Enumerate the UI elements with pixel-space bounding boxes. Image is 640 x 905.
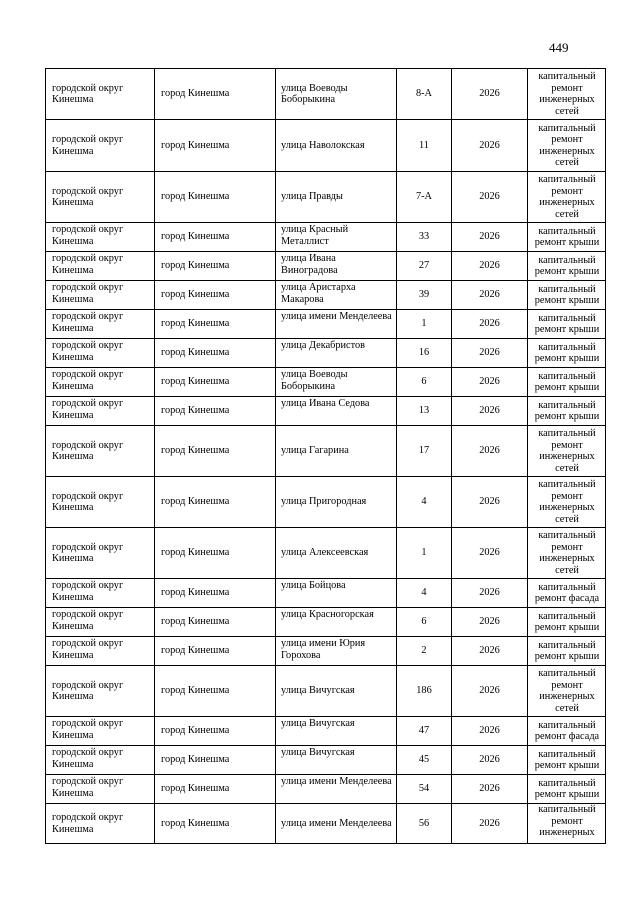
- cell-street: улица имени Менделеева: [276, 804, 397, 844]
- cell-year: 2026: [452, 804, 528, 844]
- cell-house: 27: [397, 252, 452, 281]
- cell-work: капитальный ремонт крыши: [528, 223, 606, 252]
- cell-okrug: городской округ Кинешма: [46, 223, 155, 252]
- table-row: [46, 579, 606, 608]
- table-row: [46, 69, 606, 120]
- cell-city: город Кинешма: [155, 172, 276, 223]
- cell-house: 56: [397, 804, 452, 844]
- cell-house: 4: [397, 579, 452, 608]
- cell-street: улица Ивана Виноградова: [276, 252, 397, 281]
- cell-okrug: городской округ Кинешма: [46, 120, 155, 172]
- cell-year: 2026: [452, 69, 528, 120]
- cell-year: 2026: [452, 223, 528, 252]
- cell-year: 2026: [452, 717, 528, 746]
- cell-city: город Кинешма: [155, 717, 276, 746]
- cell-okrug: городской округ Кинешма: [46, 746, 155, 775]
- cell-street: улица Воеводы Боборыкина: [276, 368, 397, 397]
- cell-okrug: городской округ Кинешма: [46, 252, 155, 281]
- cell-okrug: городской округ Кинешма: [46, 775, 155, 804]
- cell-work: капитальный ремонт инженерных сетей: [528, 477, 606, 528]
- cell-okrug: городской округ Кинешма: [46, 281, 155, 310]
- cell-street: улица Красный Металлист: [276, 223, 397, 252]
- cell-work: капитальный ремонт инженерных сетей: [528, 426, 606, 477]
- table-row: [46, 477, 606, 528]
- cell-street: улица Пригородная: [276, 477, 397, 528]
- cell-okrug: городской округ Кинешма: [46, 426, 155, 477]
- cell-work: капитальный ремонт крыши: [528, 368, 606, 397]
- cell-street: улица Бойцова: [276, 579, 397, 608]
- cell-house: 16: [397, 339, 452, 368]
- table-row: [46, 804, 606, 844]
- cell-street: улица Аристарха Макарова: [276, 281, 397, 310]
- table-row: [46, 120, 606, 172]
- cell-house: 13: [397, 397, 452, 426]
- cell-year: 2026: [452, 120, 528, 172]
- cell-work: капитальный ремонт крыши: [528, 637, 606, 666]
- cell-year: 2026: [452, 310, 528, 339]
- cell-street: улица Красногорская: [276, 608, 397, 637]
- cell-house: 2: [397, 637, 452, 666]
- cell-city: город Кинешма: [155, 666, 276, 717]
- cell-house: 47: [397, 717, 452, 746]
- cell-year: 2026: [452, 368, 528, 397]
- cell-house: 45: [397, 746, 452, 775]
- cell-city: город Кинешма: [155, 368, 276, 397]
- cell-work: капитальный ремонт инженерных сетей: [528, 172, 606, 223]
- cell-year: 2026: [452, 397, 528, 426]
- cell-year: 2026: [452, 252, 528, 281]
- table-row: [46, 368, 606, 397]
- table-row: [46, 608, 606, 637]
- cell-city: город Кинешма: [155, 397, 276, 426]
- addresses-table: [45, 68, 606, 844]
- cell-house: 4: [397, 477, 452, 528]
- cell-street: улица имени Менделеева: [276, 775, 397, 804]
- cell-okrug: городской округ Кинешма: [46, 637, 155, 666]
- cell-work: капитальный ремонт крыши: [528, 252, 606, 281]
- cell-street: улица Вичугская: [276, 717, 397, 746]
- cell-okrug: городской округ Кинешма: [46, 310, 155, 339]
- cell-year: 2026: [452, 339, 528, 368]
- cell-city: город Кинешма: [155, 637, 276, 666]
- table-row: [46, 426, 606, 477]
- cell-city: город Кинешма: [155, 426, 276, 477]
- cell-city: город Кинешма: [155, 252, 276, 281]
- cell-city: город Кинешма: [155, 69, 276, 120]
- cell-okrug: городской округ Кинешма: [46, 69, 155, 120]
- cell-work: капитальный ремонт инженерных сетей: [528, 528, 606, 579]
- cell-okrug: городской округ Кинешма: [46, 579, 155, 608]
- cell-street: улица Воеводы Боборыкина: [276, 69, 397, 120]
- cell-year: 2026: [452, 281, 528, 310]
- cell-work: капитальный ремонт инженерных сетей: [528, 69, 606, 120]
- cell-work: капитальный ремонт фасада: [528, 579, 606, 608]
- cell-house: 1: [397, 310, 452, 339]
- cell-okrug: городской округ Кинешма: [46, 528, 155, 579]
- cell-okrug: городской округ Кинешма: [46, 477, 155, 528]
- cell-house: 7-А: [397, 172, 452, 223]
- table-row: [46, 310, 606, 339]
- cell-work: капитальный ремонт инженерных: [528, 804, 606, 844]
- table-row: [46, 717, 606, 746]
- table-row: [46, 223, 606, 252]
- table-row: [46, 281, 606, 310]
- cell-street: улица Вичугская: [276, 746, 397, 775]
- cell-city: город Кинешма: [155, 310, 276, 339]
- cell-year: 2026: [452, 608, 528, 637]
- cell-street: улица имени Менделеева: [276, 310, 397, 339]
- cell-house: 11: [397, 120, 452, 172]
- cell-year: 2026: [452, 579, 528, 608]
- cell-year: 2026: [452, 172, 528, 223]
- cell-city: город Кинешма: [155, 120, 276, 172]
- cell-city: город Кинешма: [155, 775, 276, 804]
- table-row: [46, 775, 606, 804]
- cell-street: улица Вичугская: [276, 666, 397, 717]
- cell-year: 2026: [452, 637, 528, 666]
- table-row: [46, 172, 606, 223]
- cell-okrug: городской округ Кинешма: [46, 804, 155, 844]
- cell-year: 2026: [452, 528, 528, 579]
- cell-year: 2026: [452, 775, 528, 804]
- cell-city: город Кинешма: [155, 804, 276, 844]
- cell-work: капитальный ремонт крыши: [528, 339, 606, 368]
- cell-house: 17: [397, 426, 452, 477]
- cell-house: 1: [397, 528, 452, 579]
- page-number: 449: [549, 40, 569, 55]
- cell-year: 2026: [452, 746, 528, 775]
- cell-city: город Кинешма: [155, 339, 276, 368]
- cell-work: капитальный ремонт инженерных сетей: [528, 120, 606, 172]
- cell-okrug: городской округ Кинешма: [46, 608, 155, 637]
- cell-house: 33: [397, 223, 452, 252]
- cell-year: 2026: [452, 666, 528, 717]
- cell-work: капитальный ремонт фасада: [528, 717, 606, 746]
- cell-street: улица Правды: [276, 172, 397, 223]
- cell-street: улица Наволокская: [276, 120, 397, 172]
- cell-okrug: городской округ Кинешма: [46, 368, 155, 397]
- cell-city: город Кинешма: [155, 528, 276, 579]
- table-row: [46, 339, 606, 368]
- cell-year: 2026: [452, 426, 528, 477]
- cell-house: 6: [397, 608, 452, 637]
- cell-okrug: городской округ Кинешма: [46, 666, 155, 717]
- table-row: [46, 666, 606, 717]
- table-row: [46, 637, 606, 666]
- cell-house: 186: [397, 666, 452, 717]
- cell-work: капитальный ремонт крыши: [528, 608, 606, 637]
- cell-street: улица Гагарина: [276, 426, 397, 477]
- cell-house: 39: [397, 281, 452, 310]
- table-row: [46, 397, 606, 426]
- cell-street: улица Ивана Седова: [276, 397, 397, 426]
- cell-street: улица Алексеевская: [276, 528, 397, 579]
- cell-house: 8-А: [397, 69, 452, 120]
- cell-okrug: городской округ Кинешма: [46, 717, 155, 746]
- cell-city: город Кинешма: [155, 608, 276, 637]
- cell-house: 54: [397, 775, 452, 804]
- cell-work: капитальный ремонт инженерных сетей: [528, 666, 606, 717]
- cell-year: 2026: [452, 477, 528, 528]
- cell-city: город Кинешма: [155, 281, 276, 310]
- cell-work: капитальный ремонт крыши: [528, 746, 606, 775]
- cell-work: капитальный ремонт крыши: [528, 310, 606, 339]
- cell-street: улица Декабристов: [276, 339, 397, 368]
- table-row: [46, 746, 606, 775]
- cell-city: город Кинешма: [155, 579, 276, 608]
- cell-okrug: городской округ Кинешма: [46, 172, 155, 223]
- table-row: [46, 252, 606, 281]
- cell-street: улица имени Юрия Горохова: [276, 637, 397, 666]
- cell-work: капитальный ремонт крыши: [528, 281, 606, 310]
- cell-work: капитальный ремонт крыши: [528, 397, 606, 426]
- cell-city: город Кинешма: [155, 223, 276, 252]
- cell-city: город Кинешма: [155, 477, 276, 528]
- cell-okrug: городской округ Кинешма: [46, 339, 155, 368]
- table-body: [46, 69, 606, 844]
- cell-city: город Кинешма: [155, 746, 276, 775]
- cell-okrug: городской округ Кинешма: [46, 397, 155, 426]
- cell-work: капитальный ремонт крыши: [528, 775, 606, 804]
- table-row: [46, 528, 606, 579]
- cell-house: 6: [397, 368, 452, 397]
